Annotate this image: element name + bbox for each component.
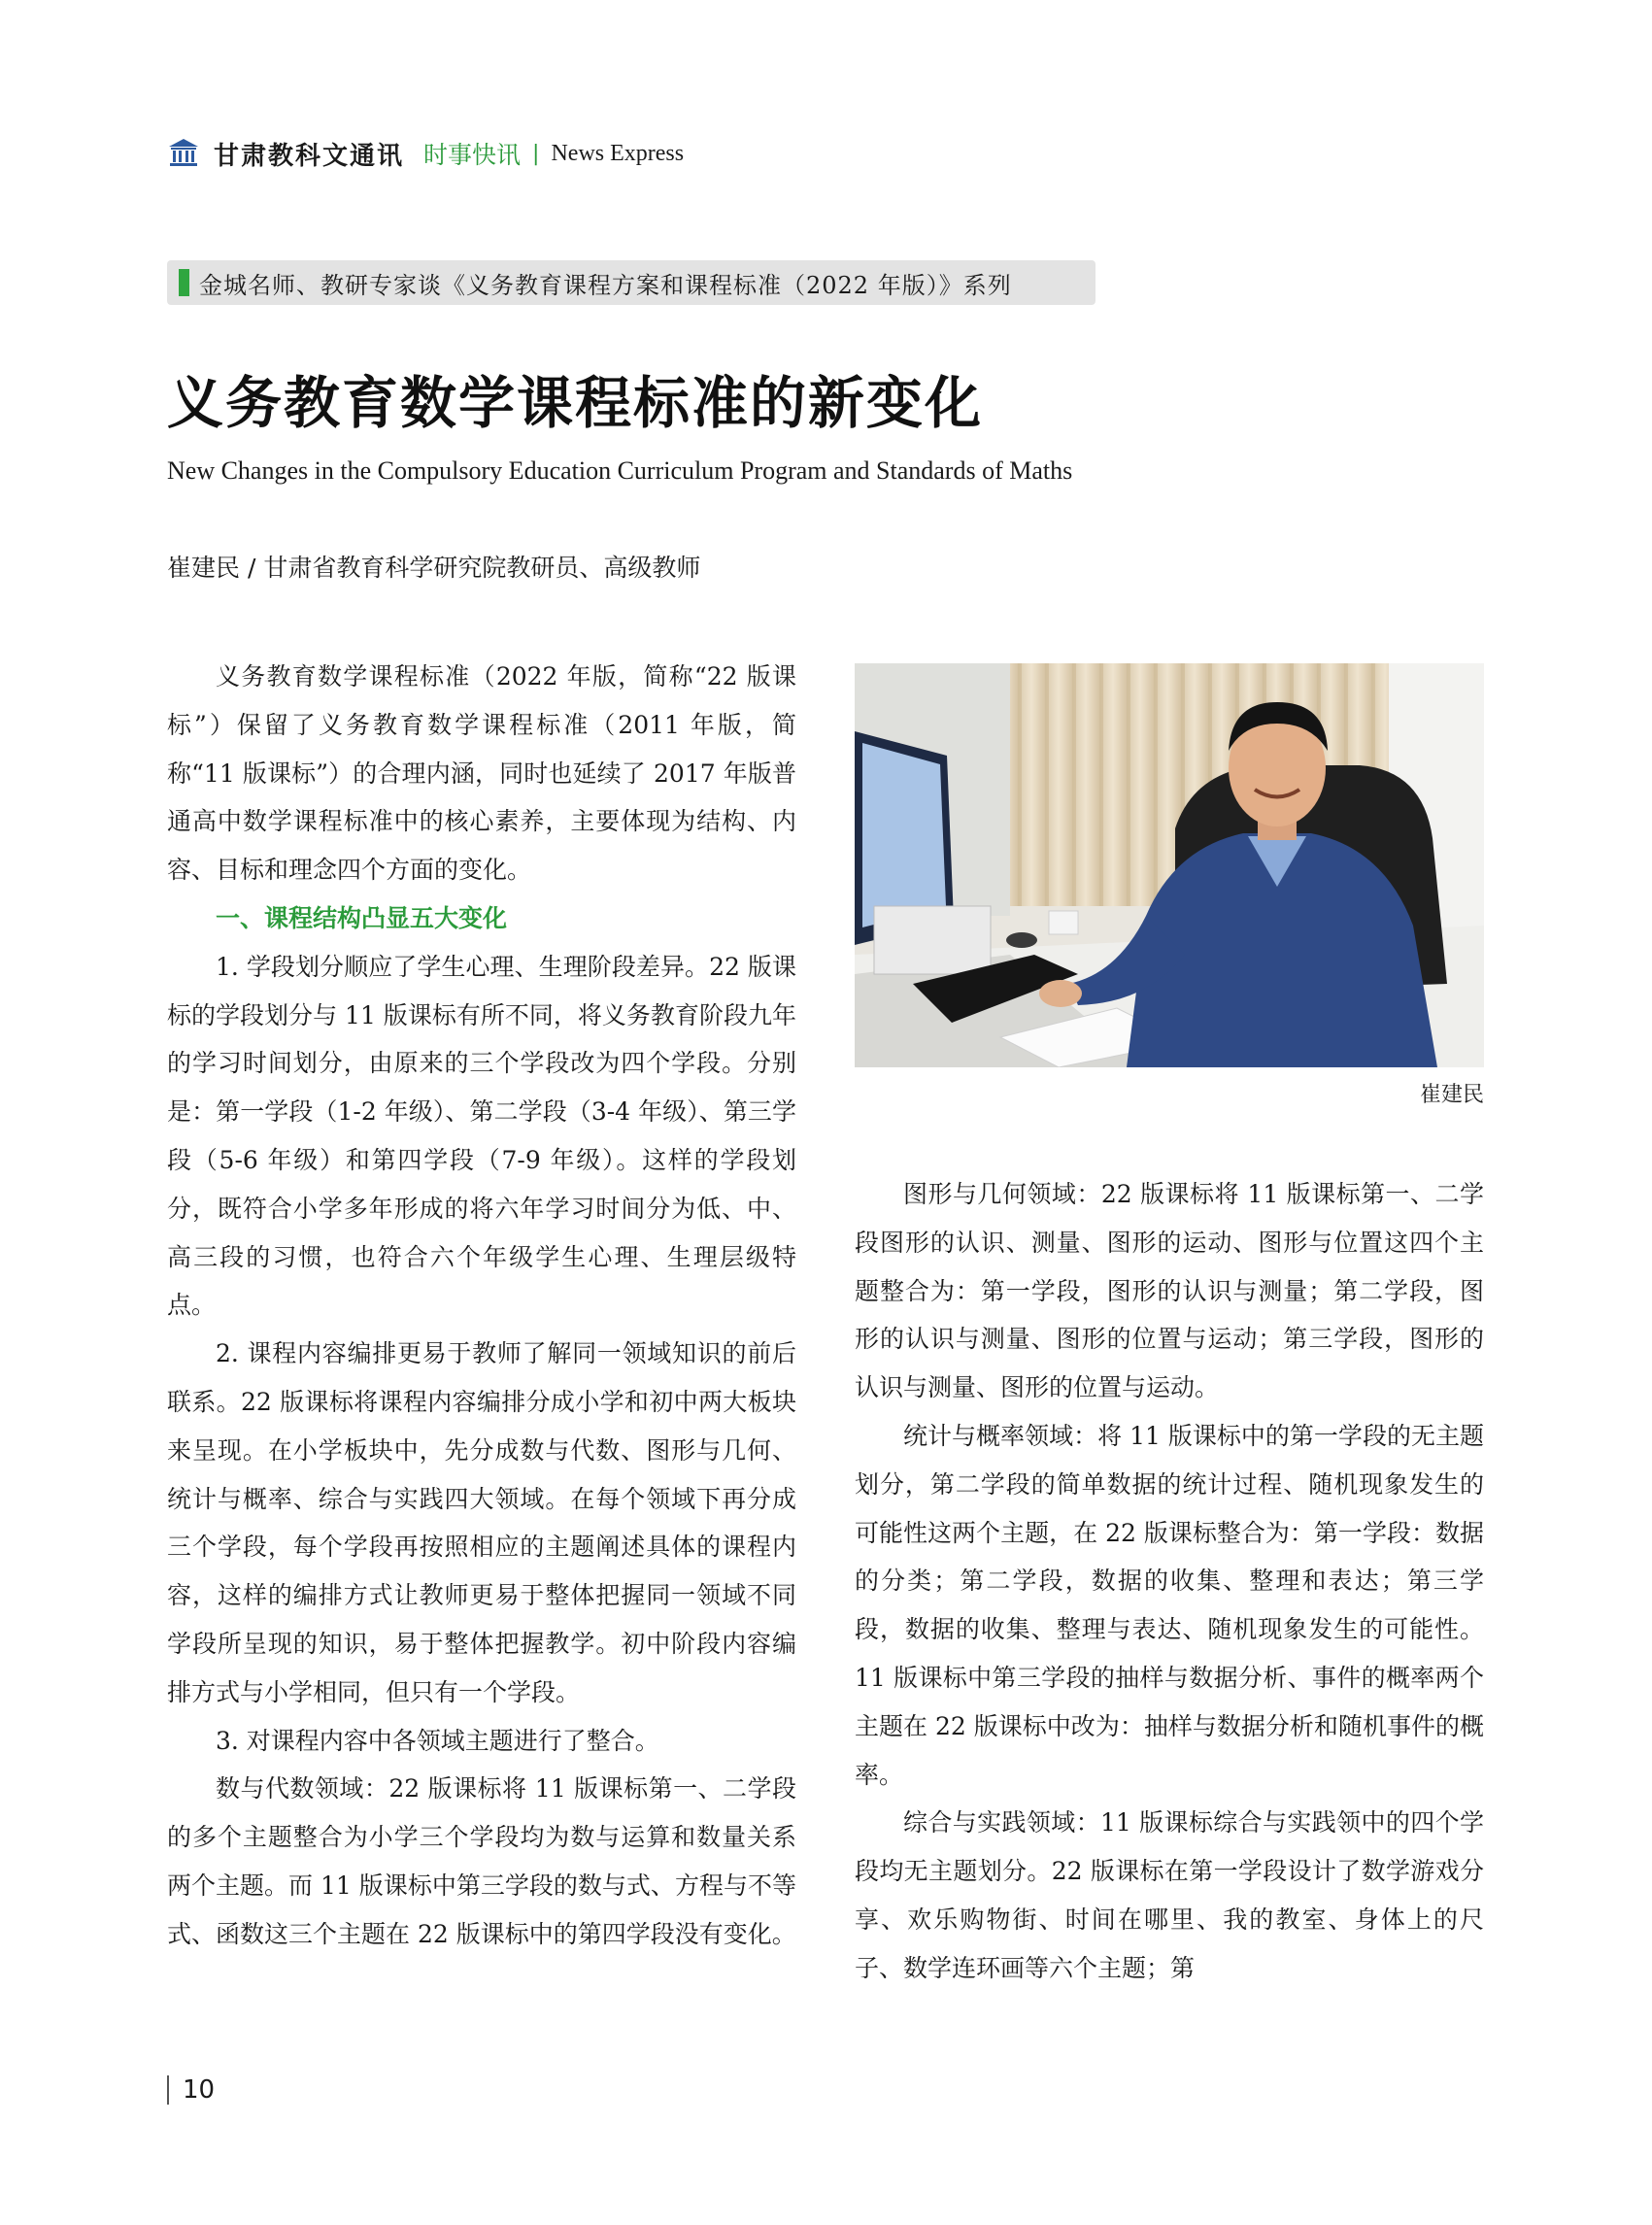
series-banner	[167, 260, 1096, 305]
building-columns-icon	[167, 137, 200, 170]
section-name-en: News Express	[551, 140, 685, 166]
photo-caption: 崔建民	[1419, 1083, 1484, 1107]
magazine-name: 甘肃教科文通讯	[214, 141, 405, 171]
page-footer	[167, 2073, 215, 2107]
section-heading: 一、课程结构凸显五大变化	[216, 903, 508, 932]
paragraph: 数与代数领域：22 版课标将 11 版课标第一、二学段的多个主题整合为小学三个学段均为数与运算和数量关系两个主题。而 11 版课标中第三学段的数与式、方程与不等式、函数这三个主题在 22 版课标中的第四学段没有变化。	[167, 1774, 796, 1948]
page-number: 10	[183, 2075, 216, 2105]
article-author: 崔建民 / 甘肃省教育科学研究院教研员、高级教师	[167, 554, 701, 582]
paragraph: 图形与几何领域：22 版课标将 11 版课标第一、二学段图形的认识、测量、图形的运动、图形与位置这四个主题整合为：第一学段，图形的认识与测量；第二学段，图形的认识与测量、图形的位置与运动；第三学段，图形的认识与测量、图形的位置与运动。	[855, 1180, 1484, 1402]
paragraph: 义务教育数学课程标准（2022 年版，简称“22 版课标”）保留了义务教育数学课程标准（2011 年版，简称“11 版课标”）的合理内涵，同时也延续了 2017 年版普通高中数学课程标准中的核心素养，主要体现为结构、内容、目标和理念四个方面的变化。	[167, 662, 796, 885]
article-title: 义务教育数学课程标准的新变化	[167, 370, 984, 436]
article-subtitle-en: New Changes in the Compulsory Education Curriculum Program and Standards of Maths	[167, 456, 1073, 485]
paragraph: 综合与实践领域：11 版课标综合与实践领中的四个学段均无主题划分。22 版课标在第一学段设计了数学游戏分享、欢乐购物街、时间在哪里、我的教室、身体上的尺子、数学连环画等六个主题；第	[855, 1808, 1484, 1982]
footer-rule	[167, 2075, 169, 2105]
paragraph: 3. 对课程内容中各领域主题进行了整合。	[216, 1726, 659, 1755]
author-photo-illustration	[855, 663, 1484, 1067]
paragraph: 1. 学段划分顺应了学生心理、生理阶段差异。22 版课标的学段划分与 11 版课标有所不同，将义务教育阶段九年的学习时间划分，由原来的三个学段改为四个学段。分别是：第一学段（1-2 年级）、第二学段（3-4 年级）、第三学段（5-6 年级）和第四学段（7-9 年级）。这样的学段划分，既符合小学多年形成的将六年学习时间分为低、中、高三段的习惯，也符合六个年级学生心理、生理层级特点。	[167, 952, 796, 1320]
series-text: 金城名师、教研专家谈《义务教育课程方案和课程标准（2022 年版）》系列	[199, 271, 1012, 299]
paragraph: 2. 课程内容编排更易于教师了解同一领域知识的前后联系。22 版课标将课程内容编排分成小学和初中两大板块来呈现。在小学板块中，先分成数与代数、图形与几何、统计与概率、综合与实践四大领域。在每个领域下再分成三个学段，每个学段再按照相应的主题阐述具体的课程内容，这样的编排方式让教师更易于整体把握同一领域不同学段所呈现的知识，易于整体把握教学。初中阶段内容编排方式与小学相同，但只有一个学段。	[167, 1339, 796, 1706]
left-column	[167, 653, 796, 1959]
page-header	[167, 134, 684, 173]
header-separator: |	[532, 141, 540, 166]
right-column	[855, 1170, 1484, 1993]
paragraph: 统计与概率领域：将 11 版课标中的第一学段的无主题划分，第二学段的简单数据的统计过程、随机现象发生的可能性这两个主题，在 22 版课标整合为：第一学段：数据的分类；第二学段，数据的收集、整理和表达；第三学段，数据的收集、整理与表达、随机现象发生的可能性。11 版课标中第三学段的抽样与数据分析、事件的概率两个主题在 22 版课标中改为：抽样与数据分析和随机事件的概率。	[855, 1421, 1484, 1789]
author-photo	[855, 663, 1484, 1067]
section-name: 时事快讯	[423, 141, 522, 169]
banner-accent-bar	[179, 269, 189, 296]
